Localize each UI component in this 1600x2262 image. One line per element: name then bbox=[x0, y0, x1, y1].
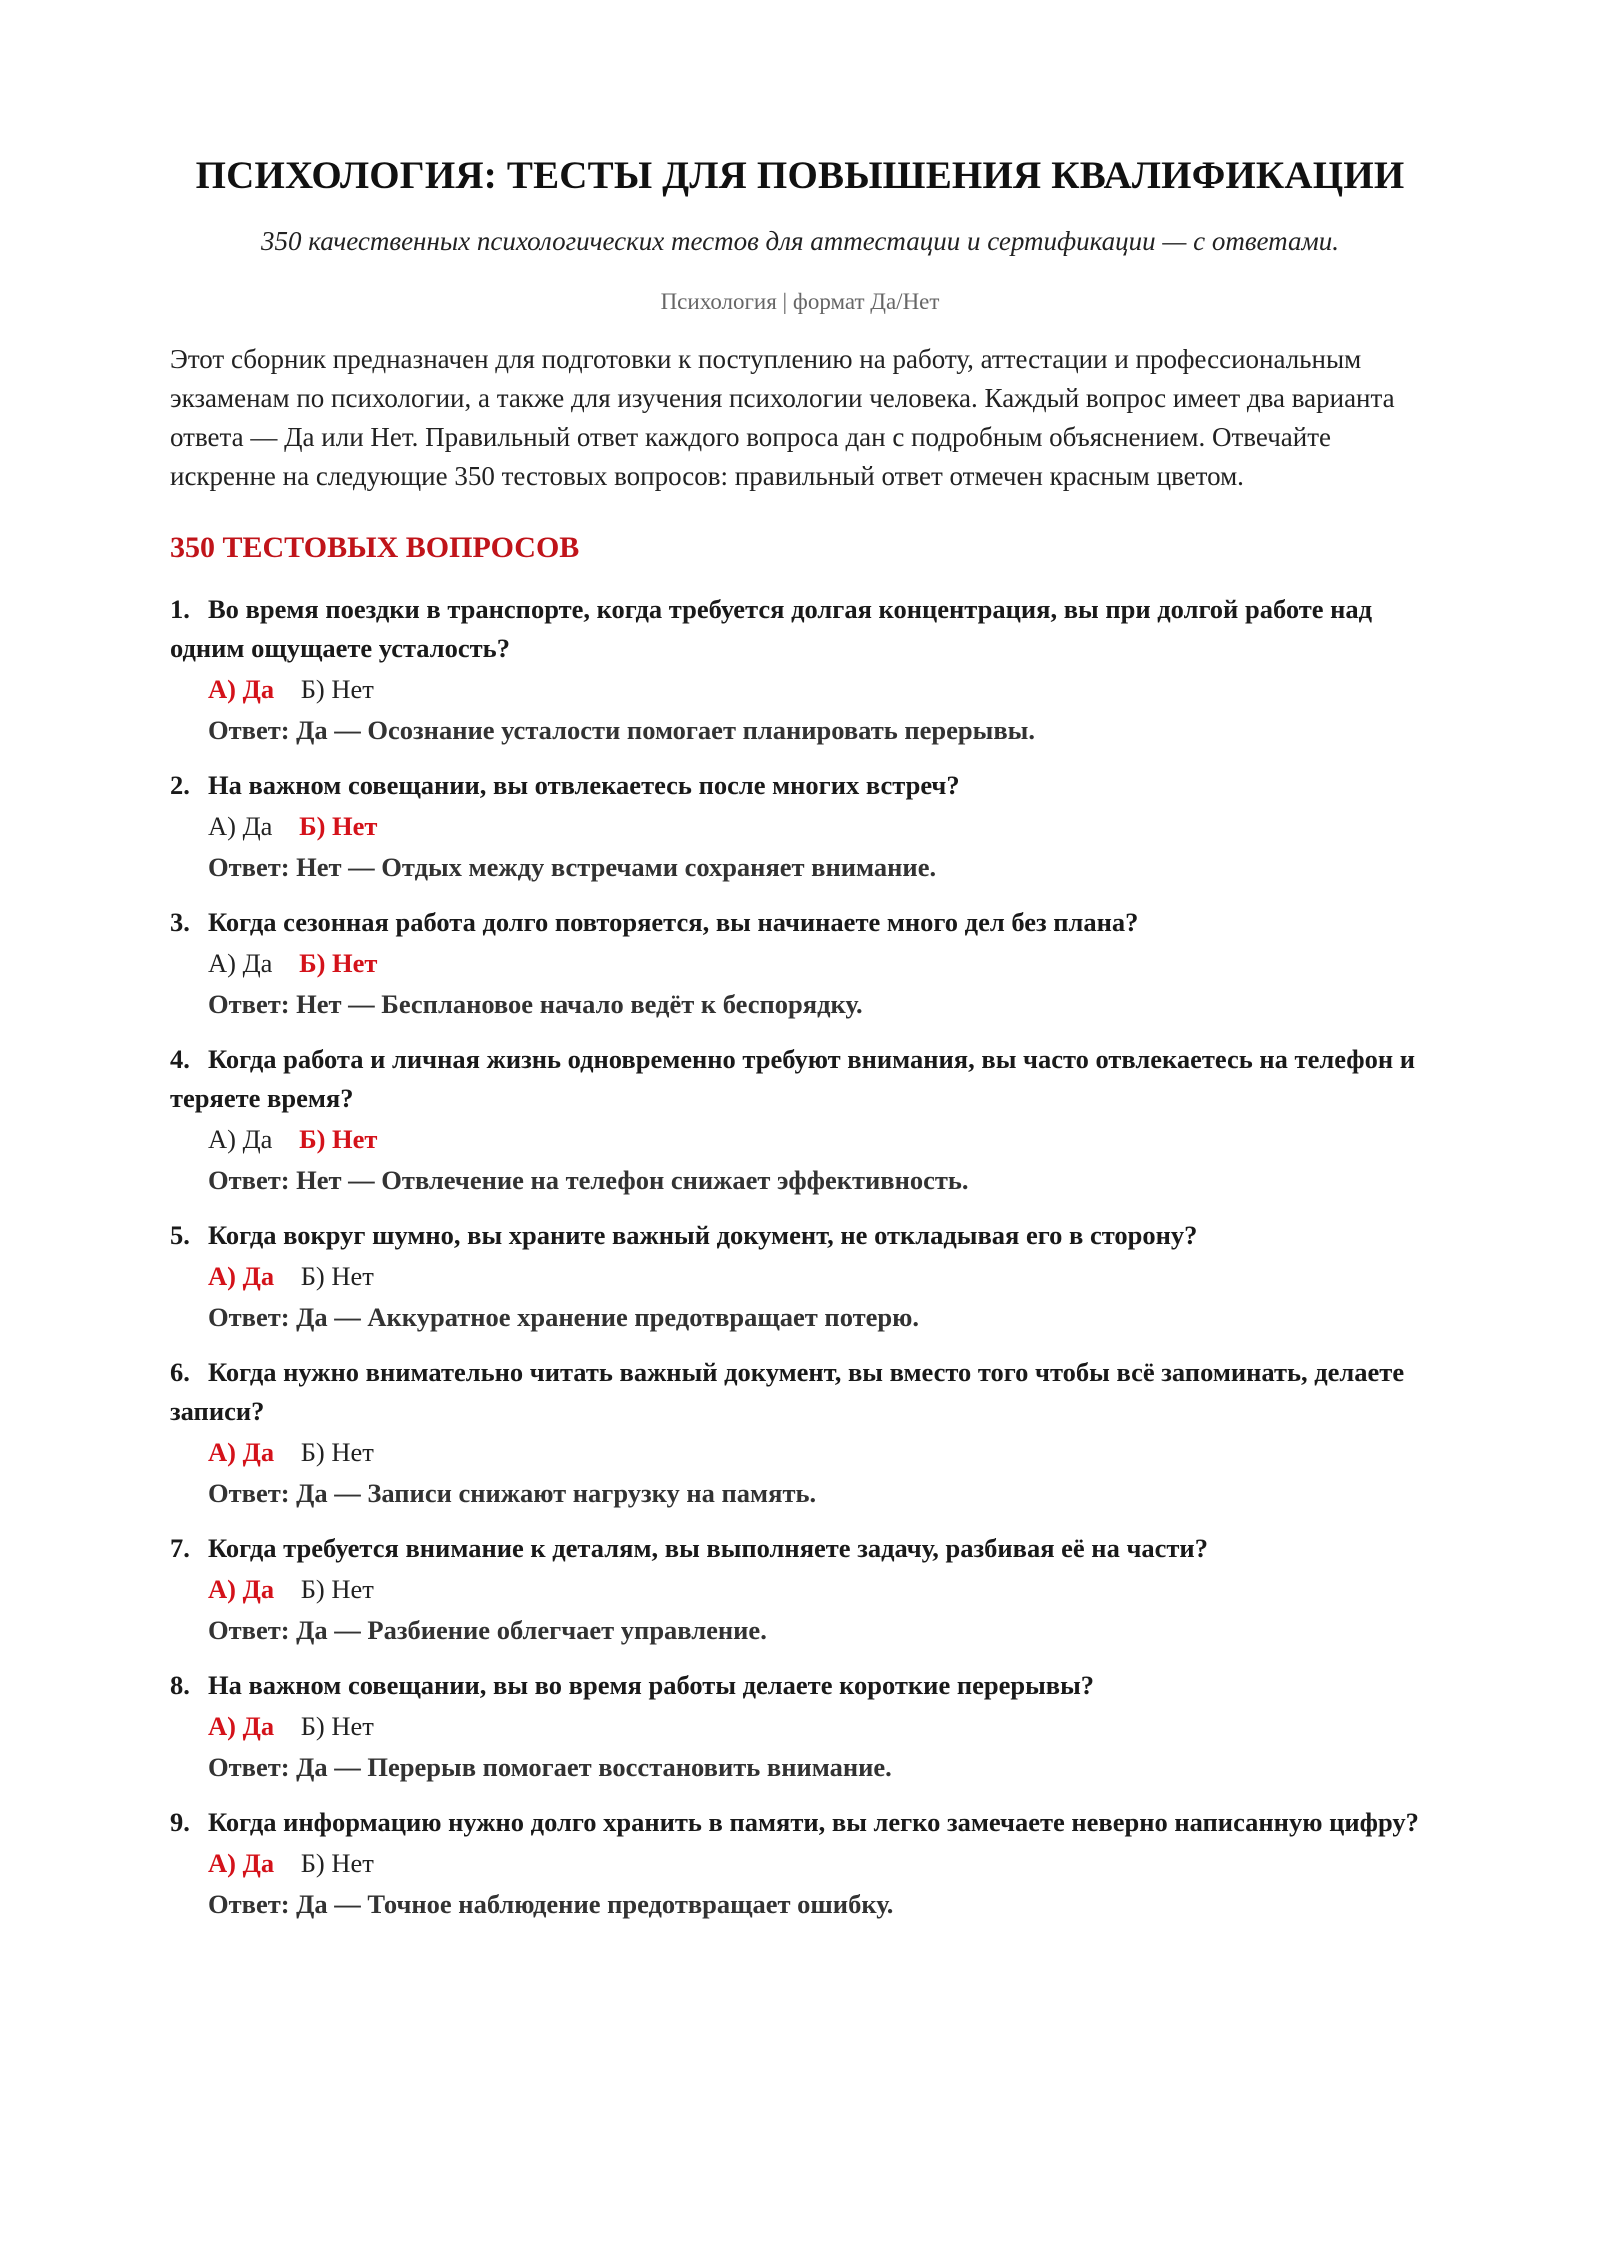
question-number: 9. bbox=[170, 1807, 190, 1837]
question-body: Когда вокруг шумно, вы храните важный документ, не откладывая его в сторону? bbox=[208, 1220, 1198, 1250]
question-item bbox=[170, 590, 1430, 750]
answer-explanation: Ответ: Да — Разбиение облегчает управление. bbox=[208, 1615, 767, 1645]
answer-explanation: Ответ: Да — Аккуратное хранение предотвращает потерю. bbox=[208, 1302, 919, 1332]
answer-options bbox=[170, 1705, 1430, 1747]
question-text bbox=[170, 1803, 1430, 1842]
question-text bbox=[170, 1529, 1430, 1568]
question-item bbox=[170, 1803, 1430, 1924]
answer-explanation: Ответ: Да — Точное наблюдение предотвращает ошибку. bbox=[208, 1889, 894, 1919]
question-text bbox=[170, 1040, 1430, 1118]
question-body: Когда работа и личная жизнь одновременно требуют внимания, вы часто отвлекаетесь на телефон и теряете время? bbox=[170, 1044, 1416, 1113]
option-b[interactable]: Б) Нет bbox=[300, 1711, 374, 1741]
document-subtitle: 350 качественных психологических тестов для аттестации и сертификации — с ответами. bbox=[261, 226, 1339, 256]
option-b[interactable]: Б) Нет bbox=[299, 948, 378, 978]
question-number: 1. bbox=[170, 594, 190, 624]
question-list bbox=[170, 590, 1430, 1924]
option-a[interactable]: А) Да bbox=[208, 948, 273, 978]
question-item bbox=[170, 903, 1430, 1024]
answer-options bbox=[170, 1118, 1430, 1160]
question-text bbox=[170, 1353, 1430, 1431]
question-item bbox=[170, 1353, 1430, 1513]
option-a[interactable]: А) Да bbox=[208, 1574, 275, 1604]
option-b[interactable]: Б) Нет bbox=[300, 1437, 374, 1467]
question-number: 2. bbox=[170, 770, 190, 800]
question-item bbox=[170, 1216, 1430, 1337]
question-body: Во время поездки в транспорте, когда требуется долгая концентрация, вы при долгой работе над одним ощущаете усталость? bbox=[170, 594, 1373, 663]
option-a[interactable]: А) Да bbox=[208, 1848, 275, 1878]
question-text bbox=[170, 766, 1430, 805]
question-text bbox=[170, 590, 1430, 668]
option-b[interactable]: Б) Нет bbox=[299, 1124, 378, 1154]
answer-options bbox=[170, 1842, 1430, 1884]
question-body: На важном совещании, вы отвлекаетесь после многих встреч? bbox=[208, 770, 960, 800]
intro-paragraph: Этот сборник предназначен для подготовки к поступлению на работу, аттестации и профессиональным экзаменам по психологии, а также для изучения психологии человека. Каждый вопрос имеет два варианта ответа — Да или Нет. Правильный ответ каждого вопроса дан с подробным объяснением. Отвечайте искренне на следующие 350 тестовых вопросов: правильный ответ отмечен красным цветом. bbox=[170, 344, 1395, 491]
question-number: 6. bbox=[170, 1357, 190, 1387]
option-b[interactable]: Б) Нет bbox=[300, 1848, 374, 1878]
document-meta: Психология | формат Да/Нет bbox=[660, 289, 940, 314]
section-heading: 350 ТЕСТОВЫХ ВОПРОСОВ bbox=[170, 531, 580, 564]
answer-options bbox=[170, 1568, 1430, 1610]
answer-explanation: Ответ: Да — Осознание усталости помогает планировать перерывы. bbox=[208, 715, 1035, 745]
option-b[interactable]: Б) Нет bbox=[300, 1574, 374, 1604]
question-number: 7. bbox=[170, 1533, 190, 1563]
answer-explanation: Ответ: Нет — Бесплановое начало ведёт к беспорядку. bbox=[208, 989, 863, 1019]
option-a[interactable]: А) Да bbox=[208, 1124, 273, 1154]
answer-options bbox=[170, 1255, 1430, 1297]
answer-explanation: Ответ: Да — Записи снижают нагрузку на память. bbox=[208, 1478, 817, 1508]
question-text bbox=[170, 1666, 1430, 1705]
answer-explanation: Ответ: Да — Перерыв помогает восстановить внимание. bbox=[208, 1752, 892, 1782]
option-a[interactable]: А) Да bbox=[208, 674, 275, 704]
answer-options bbox=[170, 942, 1430, 984]
question-number: 3. bbox=[170, 907, 190, 937]
question-number: 4. bbox=[170, 1044, 190, 1074]
question-number: 8. bbox=[170, 1670, 190, 1700]
option-b[interactable]: Б) Нет bbox=[300, 674, 374, 704]
question-body: Когда сезонная работа долго повторяется, вы начинаете много дел без плана? bbox=[208, 907, 1139, 937]
question-text bbox=[170, 1216, 1430, 1255]
answer-options bbox=[170, 1431, 1430, 1473]
question-body: Когда нужно внимательно читать важный документ, вы вместо того чтобы всё запоминать, делаете записи? bbox=[170, 1357, 1405, 1426]
option-a[interactable]: А) Да bbox=[208, 1711, 275, 1741]
question-item bbox=[170, 766, 1430, 887]
question-item bbox=[170, 1666, 1430, 1787]
option-b[interactable]: Б) Нет bbox=[300, 1261, 374, 1291]
question-text bbox=[170, 903, 1430, 942]
option-a[interactable]: А) Да bbox=[208, 1261, 275, 1291]
question-item bbox=[170, 1529, 1430, 1650]
answer-options bbox=[170, 805, 1430, 847]
option-a[interactable]: А) Да bbox=[208, 1437, 275, 1467]
answer-explanation: Ответ: Нет — Отвлечение на телефон снижает эффективность. bbox=[208, 1165, 969, 1195]
answer-explanation: Ответ: Нет — Отдых между встречами сохраняет внимание. bbox=[208, 852, 937, 882]
document-title: ПСИХОЛОГИЯ: ТЕСТЫ ДЛЯ ПОВЫШЕНИЯ КВАЛИФИКАЦИИ bbox=[195, 154, 1405, 197]
question-body: Когда информацию нужно долго хранить в памяти, вы легко замечаете неверно написанную цифру? bbox=[208, 1807, 1419, 1837]
option-a[interactable]: А) Да bbox=[208, 811, 273, 841]
question-body: На важном совещании, вы во время работы делаете короткие перерывы? bbox=[208, 1670, 1095, 1700]
question-item bbox=[170, 1040, 1430, 1200]
option-b[interactable]: Б) Нет bbox=[299, 811, 378, 841]
question-body: Когда требуется внимание к деталям, вы выполняете задачу, разбивая её на части? bbox=[208, 1533, 1208, 1563]
question-number: 5. bbox=[170, 1220, 190, 1250]
answer-options bbox=[170, 668, 1430, 710]
